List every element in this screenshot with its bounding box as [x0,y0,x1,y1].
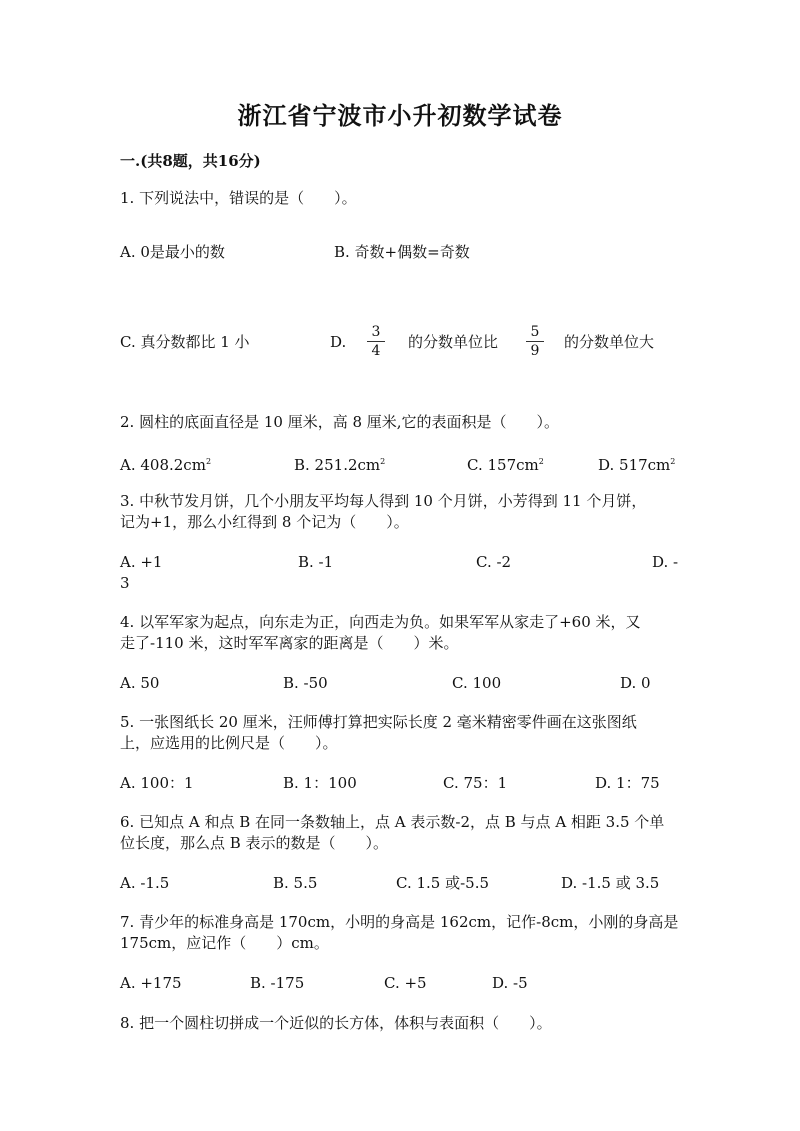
question-2-option-a [120,451,211,476]
superscript: 2 [670,457,676,466]
fraction-numerator: 5 [530,324,540,340]
option-text: C. 157cm [467,456,539,474]
question-4-option-b: B. -50 [283,674,328,692]
question-1-option-c: C. 真分数都比 1 小 [120,333,250,351]
fraction-five-ninths [526,324,544,359]
option-text: A. 408.2cm [120,456,206,474]
question-1-option-d-label: D. [330,333,347,351]
superscript: 2 [538,457,544,466]
question-5-option-c: C. 75：1 [443,774,508,792]
question-7-line-1: 7. 青少年的标准身高是 170cm，小明的身高是 162cm，记作-8cm，小刚的身高是 [120,913,679,931]
question-8-stem: 8. 把一个圆柱切拼成一个近似的长方体，体积与表面积（ ）。 [120,1014,552,1032]
question-4-line-2: 走了-110 米，这时军军离家的距离是（ ）米。 [120,634,459,652]
question-3-option-c: C. -2 [476,553,512,571]
question-7-option-d: D. -5 [492,974,528,992]
question-1-option-a: A. 0是最小的数 [120,243,225,261]
question-2-option-b [294,451,385,476]
question-4-option-c: C. 100 [452,674,502,692]
question-4-line-1: 4. 以军军家为起点，向东走为正，向西走为负。如果军军从家走了+60 米，又 [120,613,641,631]
option-text: B. 251.2cm [294,456,381,474]
superscript: 2 [205,457,212,466]
question-4-option-a: A. 50 [120,674,160,692]
question-3-option-d: D. - [652,553,679,571]
option-text: D. 517cm [598,456,671,474]
question-3-line-2: 记为+1，那么小红得到 8 个记为（ ）。 [120,513,409,531]
question-2-stem: 2. 圆柱的底面直径是 10 厘米，高 8 厘米,它的表面积是（ ）。 [120,413,560,431]
question-7-option-a: A. +175 [120,974,182,992]
question-2-option-c [467,451,544,476]
question-6-option-b: B. 5.5 [273,874,318,892]
question-5-option-a: A. 100：1 [120,774,194,792]
question-6-line-1: 6. 已知点 A 和点 B 在同一条数轴上，点 A 表示数-2，点 B 与点 A 相距 3.5 个单 [120,813,665,831]
question-5-option-b: B. 1：100 [283,774,357,792]
question-2-option-d [598,451,675,476]
question-1-option-d-end: 的分数单位大 [564,333,655,351]
question-7-line-2: 175cm，应记作（ ）cm。 [120,934,329,952]
page-title: 浙江省宁波市小升初数学试卷 [237,101,563,130]
question-7-option-b: B. -175 [250,974,305,992]
section-heading: 一.(共8题，共16分) [120,152,261,170]
fraction-numerator: 3 [371,324,381,340]
question-6-option-a: A. -1.5 [120,874,170,892]
question-1-option-b: B. 奇数+偶数=奇数 [334,243,470,261]
question-3-option-d-wrap: 3 [120,574,130,592]
fraction-denominator: 9 [530,343,540,359]
question-5-option-d: D. 1：75 [595,774,660,792]
question-5-line-1: 5. 一张图纸长 20 厘米，汪师傅打算把实际长度 2 毫米精密零件画在这张图纸 [120,713,637,731]
question-3-option-b: B. -1 [298,553,334,571]
question-3-option-a: A. +1 [120,553,163,571]
fraction-bar [367,341,385,342]
question-6-option-d: D. -1.5 或 3.5 [561,874,660,892]
fraction-three-quarters [367,324,385,359]
question-1-option-d-middle: 的分数单位比 [408,333,499,351]
question-4-option-d: D. 0 [620,674,651,692]
question-3-line-1: 3. 中秋节发月饼，几个小朋友平均每人得到 10 个月饼，小芳得到 11 个月饼， [120,492,647,510]
question-6-option-c: C. 1.5 或-5.5 [396,874,490,892]
fraction-denominator: 4 [371,343,381,359]
question-6-line-2: 位长度，那么点 B 表示的数是（ ）。 [120,834,389,852]
question-7-option-c: C. +5 [384,974,427,992]
question-5-line-2: 上，应选用的比例尺是（ ）。 [120,734,338,752]
fraction-bar [526,341,544,342]
superscript: 2 [380,457,386,466]
question-1-stem: 1. 下列说法中，错误的是（ ）。 [120,189,357,207]
